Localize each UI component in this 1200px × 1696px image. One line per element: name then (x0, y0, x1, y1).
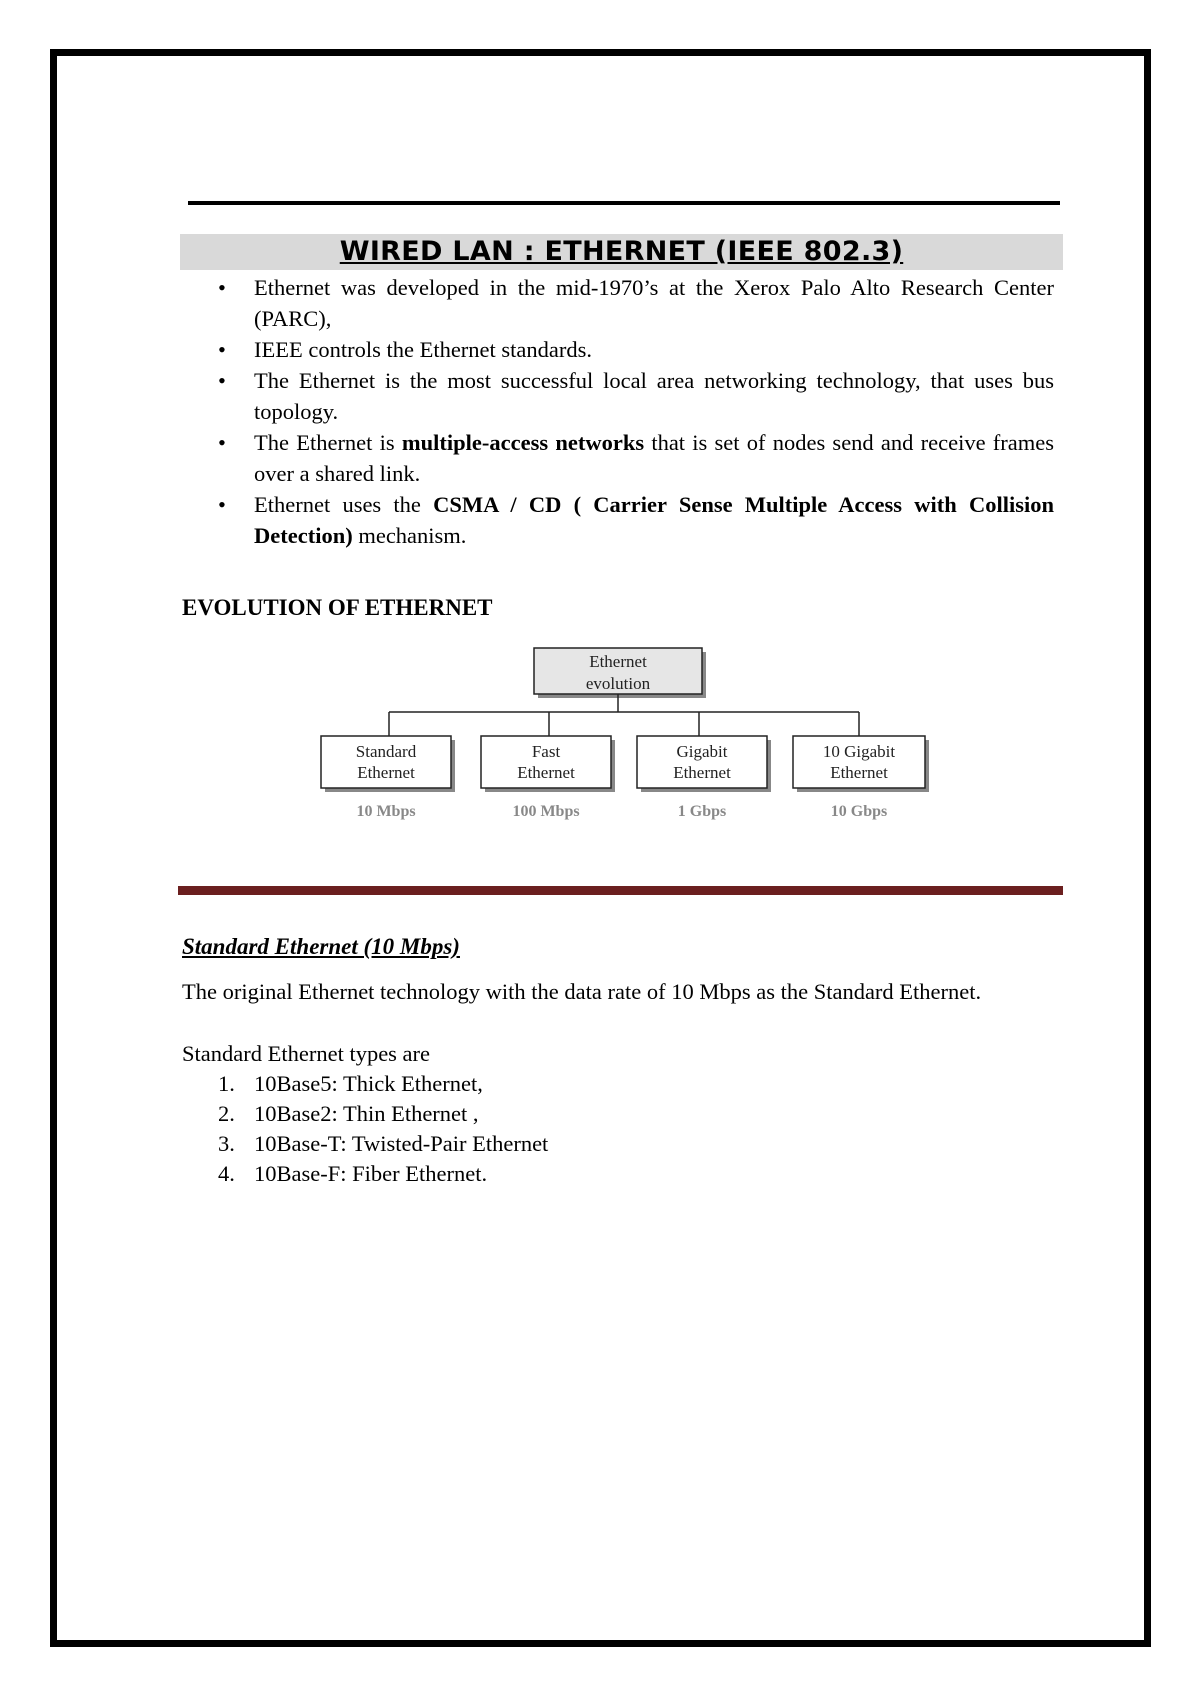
node-label-line1: Standard (355, 742, 417, 761)
list-item (210, 1099, 548, 1129)
list-item (210, 1159, 548, 1189)
bullet-icon: • (218, 492, 226, 517)
list-number: 3. (218, 1131, 235, 1156)
list-item-text: 10Base5: Thick Ethernet, (254, 1071, 483, 1096)
list-number: 4. (218, 1161, 235, 1186)
bullet-text: Ethernet uses the CSMA / CD ( Carrier Sense Multiple Access with Collision Detection) mechanism. (254, 492, 1054, 548)
bullet-icon: • (218, 430, 226, 455)
bullet-text: IEEE controls the Ethernet standards. (254, 337, 593, 362)
bullet-item (210, 427, 1054, 489)
bullet-text: Ethernet was developed in the mid-1970’s at the Xerox Palo Alto Research Center (PARC), (254, 275, 1054, 331)
types-intro: Standard Ethernet types are (182, 1041, 431, 1066)
node-rate: 100 Mbps (512, 803, 580, 820)
ethernet-types-list (210, 1069, 548, 1189)
list-item-text: 10Base-F: Fiber Ethernet. (254, 1161, 488, 1186)
bullet-icon: • (218, 275, 226, 300)
standard-ethernet-heading: Standard Ethernet (10 Mbps) (182, 934, 460, 959)
node-label-line2: Ethernet (357, 763, 415, 782)
bullet-item (210, 489, 1054, 551)
bullet-item (210, 272, 1054, 334)
node-label-line1: 10 Gigabit (822, 742, 896, 761)
bullet-list (210, 272, 1054, 551)
bullet-icon: • (218, 368, 226, 393)
root-label-line1: Ethernet (589, 652, 647, 671)
node-rate: 10 Mbps (356, 803, 416, 820)
list-item-text: 10Base2: Thin Ethernet , (254, 1101, 479, 1126)
bullet-item (210, 365, 1054, 427)
node-rate: 10 Gbps (830, 803, 888, 820)
node-label-line2: Ethernet (517, 763, 575, 782)
bullet-icon: • (218, 337, 226, 362)
bullet-text: The Ethernet is the most successful local area networking technology, that uses bus topology. (254, 368, 1054, 424)
node-label-line1: Gigabit (676, 742, 728, 761)
section-divider (178, 886, 1063, 895)
bullet-item (210, 334, 1054, 365)
ethernet-evolution-diagram (300, 640, 940, 830)
evolution-heading: EVOLUTION OF ETHERNET (182, 595, 493, 620)
title-bar (180, 234, 1063, 270)
top-rule (188, 201, 1060, 205)
list-item-text: 10Base-T: Twisted-Pair Ethernet (254, 1131, 549, 1156)
node-label-line2: Ethernet (830, 763, 888, 782)
node-label-line1: Fast (531, 742, 561, 761)
standard-ethernet-paragraph: The original Ethernet technology with the data rate of 10 Mbps as the Standard Ethernet. (182, 979, 982, 1004)
bullet-text: The Ethernet is multiple-access networks that is set of nodes send and receive frames over a shared link. (254, 430, 1054, 486)
list-number: 1. (218, 1071, 235, 1096)
list-item (210, 1069, 548, 1099)
page-title: WIRED LAN : ETHERNET (IEEE 802.3) (339, 236, 904, 267)
list-item (210, 1129, 548, 1159)
node-rate: 1 Gbps (677, 803, 727, 820)
root-label-line2: evolution (585, 674, 651, 693)
list-number: 2. (218, 1101, 235, 1126)
node-label-line2: Ethernet (673, 763, 731, 782)
